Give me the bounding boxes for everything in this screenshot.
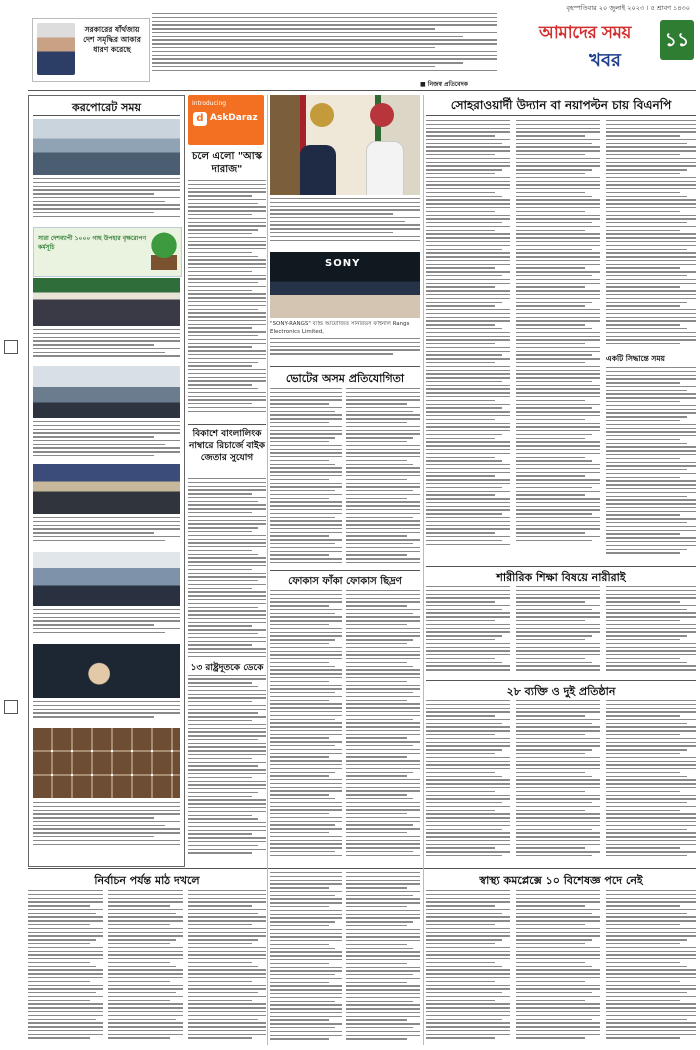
physical-rule (426, 566, 696, 567)
photo-award-stage (33, 464, 180, 514)
official-meeting-caption (270, 198, 420, 248)
twentyeight-col2 (516, 700, 600, 863)
health-col3 (606, 890, 696, 1045)
health-col2 (516, 890, 600, 1045)
text-block-2 (33, 329, 180, 363)
promo-text: সরকারের ষাঁর্থজায় দেশ সমৃদ্ধির আকার ধারণ করেছে (83, 25, 141, 54)
suhrawardy-col1 (426, 120, 510, 560)
promo-portrait (37, 23, 75, 75)
photo-handshake-dark (33, 644, 180, 698)
page-number-badge (660, 20, 694, 60)
suhrawardy-col3-b (606, 367, 696, 560)
promo-box (32, 18, 150, 82)
suhrawardy-rule (426, 115, 696, 116)
ad-intro: Introducing (192, 100, 227, 107)
banner-tree-graphic (151, 232, 177, 270)
hollow-body-col1 (270, 590, 342, 863)
sony-logo: SONY (325, 258, 361, 269)
daraz-ad[interactable] (188, 95, 264, 145)
date-line: বৃহস্পতিবার ২০ জুলাই ২০২৩ । ৫ শ্রাবণ ১৪৩০ (566, 4, 690, 12)
reg-mark-1 (4, 340, 18, 354)
sony-caption-lead: "SONY-RANGS" ব্যান্ড আয়োজিত সনিরিডস ফাইনাল Rangs Electronics Limited, (270, 321, 410, 335)
hollow-title: ফোকাস ফাঁকা ফোকাস ছিদ্রণ (288, 576, 402, 587)
section-label: খবর (589, 50, 621, 71)
election-col3 (188, 890, 266, 1045)
physical-col1 (426, 586, 510, 676)
health-title: স্বাস্থ্য কমপ্লেক্সে ১০ বিশেষজ্ঞ পদে নেই (479, 874, 643, 887)
corporate-section (28, 95, 185, 867)
col-sep-1 (267, 95, 268, 1045)
text-block-3 (33, 421, 180, 461)
twentyeight-rule (426, 680, 696, 681)
bottom-center-col1 (270, 872, 342, 1045)
bottom-band-rule (28, 868, 696, 869)
ad-col-rule (188, 424, 266, 425)
text-block-1 (33, 178, 180, 224)
header-rule (28, 90, 696, 91)
sony-caption (270, 338, 420, 362)
election-col1 (28, 890, 103, 1045)
person-uniform (366, 141, 404, 195)
vote-title: ভোটের অসম প্রতিযোগিতা (285, 372, 405, 385)
corporate-title-rule (33, 115, 180, 116)
header-strip (0, 0, 700, 90)
hollow-rule (270, 570, 420, 571)
vote-rule (270, 366, 420, 367)
photo-official-meeting (270, 95, 420, 195)
suhrawardy-title: সোহরাওয়ার্দী উদ্যান বা নয়াপল্টন চায় বিএনপি (450, 98, 672, 112)
twentyeight-col1 (426, 700, 510, 863)
physical-col3 (606, 586, 696, 676)
suhrawardy-col2 (516, 120, 600, 560)
header-intro-text (152, 13, 497, 79)
ambassadors-title: ১৩ রাষ্ট্রদূতকে ডেকে (188, 660, 266, 675)
small-heading: একটি সিদ্ধান্তে সময় (606, 354, 665, 363)
text-block-5 (33, 609, 180, 641)
person-seated (300, 145, 336, 195)
askdaraz-body (188, 180, 266, 420)
photo-sony-rangs-event (270, 252, 420, 318)
bottom-center-col2 (346, 872, 420, 1045)
health-col1 (426, 890, 510, 1045)
text-block-4 (33, 517, 180, 549)
physical-title: শারীরিক শিক্ষা বিষয়ে নারীরাই (496, 571, 626, 584)
election-title: নির্বাচন পর্যন্ত মাঠ দখলে (94, 874, 200, 887)
text-block-7 (33, 802, 180, 860)
reg-mark-2 (4, 700, 18, 714)
banner-text: সারা দেশব্যাপী ১০০০ গাছ উপহার বৃক্ষরোপণ কর্মসূচি (38, 235, 147, 251)
twentyeight-title: ২৮ ব্যক্তি ও দুই প্রতিষ্ঠান (506, 685, 616, 698)
daraz-logo-icon: d (193, 112, 207, 126)
vote-body-col2 (346, 388, 420, 568)
photo-group-ceremony (33, 278, 180, 326)
col-sep-2 (423, 95, 424, 1045)
page-number: ১১ (664, 29, 690, 51)
masthead-logo: আমাদের সময় (539, 23, 631, 43)
vote-body-col1 (270, 388, 342, 568)
photo-seminar (33, 552, 180, 606)
suhrawardy-col3 (606, 120, 696, 350)
emblem-left (310, 103, 334, 127)
photo-office-event (33, 366, 180, 418)
bike-title: বিকাশে বাংলালিংক নাম্বারে রিচার্জে বাইক জেতার সুযোগ (189, 429, 265, 463)
masthead (515, 18, 655, 80)
byline: ■ নিজস্ব প্রতিবেদক (420, 81, 468, 88)
hollow-body-col2 (346, 590, 420, 863)
photo-portrait-grid (33, 728, 180, 798)
photo-tree-plantation-banner (33, 227, 182, 277)
twentyeight-col3 (606, 700, 696, 863)
emblem-right (370, 103, 394, 127)
photo-meeting-room (33, 119, 180, 175)
election-col2 (108, 890, 183, 1045)
ad-brand: AskDaraz (210, 113, 258, 123)
corporate-title: করপোরেট সময় (72, 101, 141, 114)
physical-col2 (516, 586, 600, 676)
askdaraz-title: চলে এলো "আস্ক দারাজ" (192, 151, 262, 175)
text-block-6 (33, 701, 180, 725)
